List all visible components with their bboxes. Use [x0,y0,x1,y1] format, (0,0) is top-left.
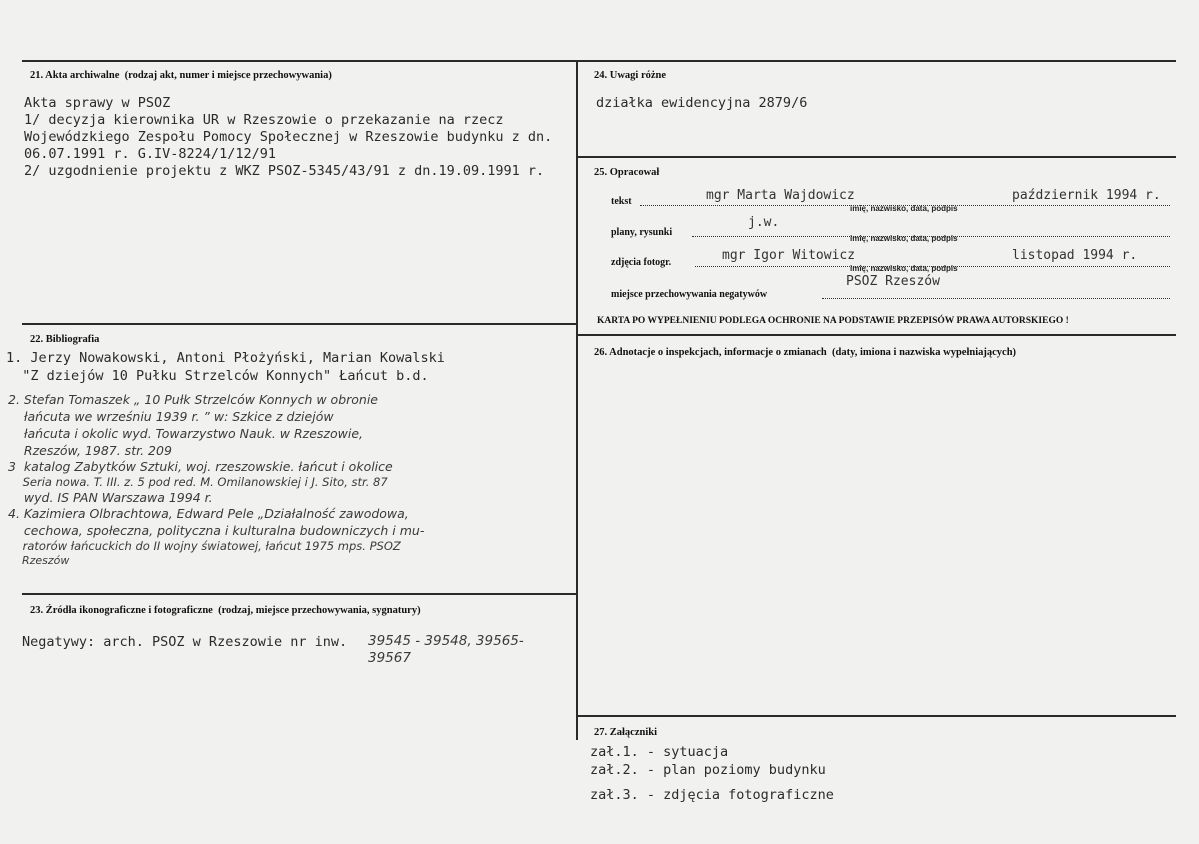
s22-typed-2: "Z dziejów 10 Pułku Strzelców Konnych" Łańcut b.d. [6,368,429,384]
s21-line-3: Wojewódzkiego Zespołu Pomocy Społecznej w Rzeszowie budynku z dn. [24,129,553,145]
s23-negatives-numbers-1: 39545 - 39548, 39565- [368,633,524,649]
s23-negatives-numbers-2: 39567 [368,650,411,666]
s22-hand-10: ratorów łańcuckich do II wojny światowej, łańcut 1975 mps. PSOZ [8,539,401,553]
section-21-heading: 21. Akta archiwalne [30,70,120,81]
s22-hand-6: Seria nowa. T. III. z. 5 pod red. M. Omilanowskiej i J. Sito, str. 87 [8,475,388,489]
s22-hand-11: Rzeszów [8,554,70,567]
center-divider [576,60,578,740]
s27-item-2: zał.2. - plan poziomy budynku [590,762,826,778]
section-25-title: 25. Opracował [594,167,660,178]
s25-row-text-label: tekst [611,196,632,207]
s21-line-1: Akta sprawy w PSOZ [24,95,171,111]
s25-row-plans-label: plany, rysunki [611,227,673,238]
section-26-title [594,347,1016,358]
divider-21-22 [22,323,576,325]
s22-hand-2: łańcuta we wrześniu 1939 r. ” w: Szkice z dziejów [8,409,334,424]
section-21-title [30,70,332,81]
s25-negatives-value: PSOZ Rzeszów [846,274,940,289]
s22-hand-8: 4. Kazimiera Olbrachtowa, Edward Pele „Działalność zawodowa, [8,506,409,521]
s24-text: działka ewidencyjna 2879/6 [596,95,808,111]
s25-row-photos-date: listopad 1994 r. [1012,248,1138,263]
s25-negatives-dots [822,298,1170,299]
s25-row-photos-label: zdjęcia fotogr. [611,257,672,268]
section-22-title: 22. Bibliografia [30,334,100,345]
section-24-title: 24. Uwagi różne [594,70,667,81]
s22-hand-1: 2. Stefan Tomaszek „ 10 Pułk Strzelców Konnych w obronie [8,392,379,407]
top-border [22,60,1176,62]
s25-row-text-date: październik 1994 r. [1012,188,1161,203]
divider-25-26 [578,334,1176,336]
section-21-subtitle: (rodzaj akt, numer i miejsce przechowywania) [124,70,332,81]
s25-negatives-label: miejsce przechowywania negatywów [611,289,768,300]
s27-item-1: zał.1. - sytuacja [590,744,729,760]
divider-24-25 [578,156,1176,158]
s21-line-4: 06.07.1991 r. G.IV-8224/1/12/91 [24,146,276,162]
section-23-title [30,605,421,616]
s22-hand-7: wyd. IS PAN Warszawa 1994 r. [8,490,213,505]
s22-hand-9: cechowa, społeczna, polityczna i kulturalna budowniczych i mu- [8,523,425,538]
s25-row-photos-name: mgr Igor Witowicz [722,248,856,263]
divider-26-27 [578,715,1176,717]
divider-22-23 [22,593,576,595]
section-26-subtitle: (daty, imiona i nazwiska wypełniających) [831,347,1017,358]
section-27-title: 27. Załączniki [594,727,658,738]
s25-row-plans-name: j.w. [748,215,780,230]
section-26-heading: 26. Adnotacje o inspekcjach, informacje o zmianach [594,347,827,358]
s25-row-photos-caption: imię, nazwisko, data, podpis [850,264,958,273]
s25-copyright-notice: KARTA PO WYPEŁNIENIU PODLEGA OCHRONIE NA PODSTAWIE PRZEPISÓW PRAWA AUTORSKIEGO ! [597,316,1069,326]
s22-hand-3: łańcuta i okolic wyd. Towarzystwo Nauk. w Rzeszowie, [8,426,363,441]
s25-row-plans-caption: imię, nazwisko, data, podpis [850,234,958,243]
s27-item-3: zał.3. - zdjęcia fotograficzne [590,787,834,803]
s22-hand-5: 3 katalog Zabytków Sztuki, woj. rzeszowskie. łańcut i okolice [8,459,393,474]
s25-row-text-caption: imię, nazwisko, data, podpis [850,204,958,213]
s21-line-2: 1/ decyzja kierownika UR w Rzeszowie o przekazanie na rzecz [24,112,504,128]
s23-negatives-text: Negatywy: arch. PSOZ w Rzeszowie nr inw. [22,634,348,650]
section-23-heading: 23. Źródła ikonograficzne i fotograficzne [30,605,213,616]
s21-line-5: 2/ uzgodnienie projektu z WKZ PSOZ-5345/43/91 z dn.19.09.1991 r. [24,163,545,179]
section-23-subtitle: (rodzaj, miejsce przechowywania, sygnatury) [218,605,421,616]
s22-hand-4: Rzeszów, 1987. str. 209 [8,443,172,458]
s25-row-text-name: mgr Marta Wajdowicz [706,188,855,203]
s22-typed-1: 1. Jerzy Nowakowski, Antoni Płożyński, Marian Kowalski [6,350,445,366]
